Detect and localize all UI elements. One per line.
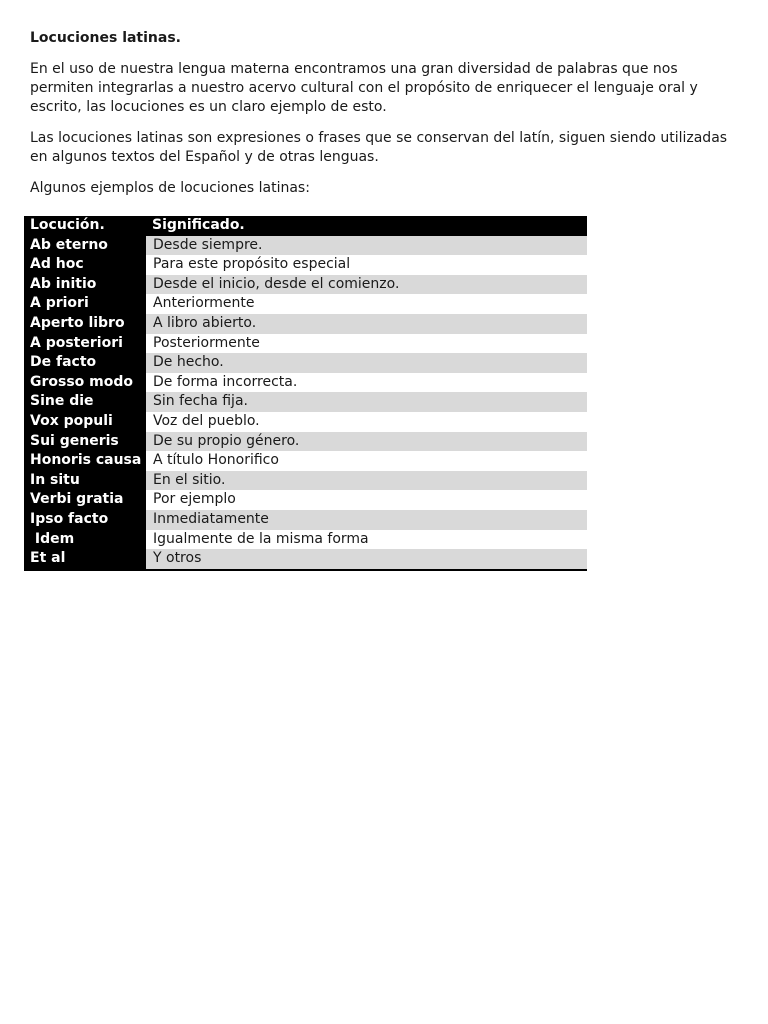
meaning-cell: Posteriormente [146,334,587,354]
table-row [24,412,587,432]
table-row [24,334,587,354]
document-page [30,28,742,210]
locution-cell: Ab initio [24,275,146,295]
meaning-cell: Para este propósito especial [146,255,587,275]
locution-cell: Grosso modo [24,373,146,393]
table-row [24,314,587,334]
table-row [24,392,587,412]
definition-paragraph: Las locuciones latinas son expresiones o frases que se conservan del latín, siguen siendo utilizadas en algunos textos del Español y de otras lenguas. [30,130,728,165]
meaning-cell: Inmediatamente [146,510,587,530]
meaning-cell: En el sitio. [146,471,587,491]
table-row [24,236,587,256]
meaning-cell: Sin fecha fija. [146,392,587,412]
locutions-table [24,216,587,569]
table-row [24,373,587,393]
examples-intro: Algunos ejemplos de locuciones latinas: [30,180,310,196]
header-meaning: Significado. [146,216,587,236]
locution-cell: Sine die [24,392,146,412]
locution-cell: A priori [24,294,146,314]
locution-cell: Idem [24,530,146,550]
meaning-cell: A libro abierto. [146,314,587,334]
table-row [24,353,587,373]
table-row [24,451,587,471]
locution-cell: A posteriori [24,334,146,354]
locution-cell: In situ [24,471,146,491]
meaning-cell: A título Honorifico [146,451,587,471]
locution-cell: Honoris causa [24,451,146,471]
meaning-cell: Y otros [146,549,587,569]
meaning-cell: Igualmente de la misma forma [146,530,587,550]
meaning-cell: Desde siempre. [146,236,587,256]
intro-paragraph: En el uso de nuestra lengua materna encontramos una gran diversidad de palabras que nos permiten integrarlas a nuestro acervo cultural con el propósito de enriquecer el lenguaje oral y escrito, las locuciones es un claro ejemplo de esto. [30,61,698,115]
locution-cell: De facto [24,353,146,373]
table-row [24,255,587,275]
table-row [24,510,587,530]
locution-cell: Vox populi [24,412,146,432]
table-row [24,549,587,569]
header-locution: Locución. [24,216,146,236]
meaning-cell: De su propio género. [146,432,587,452]
meaning-cell: Anteriormente [146,294,587,314]
table-row [24,530,587,550]
locution-cell: Ipso facto [24,510,146,530]
table-row [24,471,587,491]
locution-cell: Aperto libro [24,314,146,334]
locution-cell: Et al [24,549,146,569]
table-row [24,275,587,295]
meaning-cell: Voz del pueblo. [146,412,587,432]
table-row [24,490,587,510]
locution-cell: Verbi gratia [24,490,146,510]
locution-cell: Sui generis [24,432,146,452]
meaning-cell: Por ejemplo [146,490,587,510]
locutions-table-wrapper [24,216,587,571]
meaning-cell: Desde el inicio, desde el comienzo. [146,275,587,295]
table-header-row [24,216,587,236]
meaning-cell: De forma incorrecta. [146,373,587,393]
locution-cell: Ab eterno [24,236,146,256]
table-row [24,432,587,452]
meaning-cell: De hecho. [146,353,587,373]
table-row [24,294,587,314]
locution-cell: Ad hoc [24,255,146,275]
document-title: Locuciones latinas. [30,30,181,46]
